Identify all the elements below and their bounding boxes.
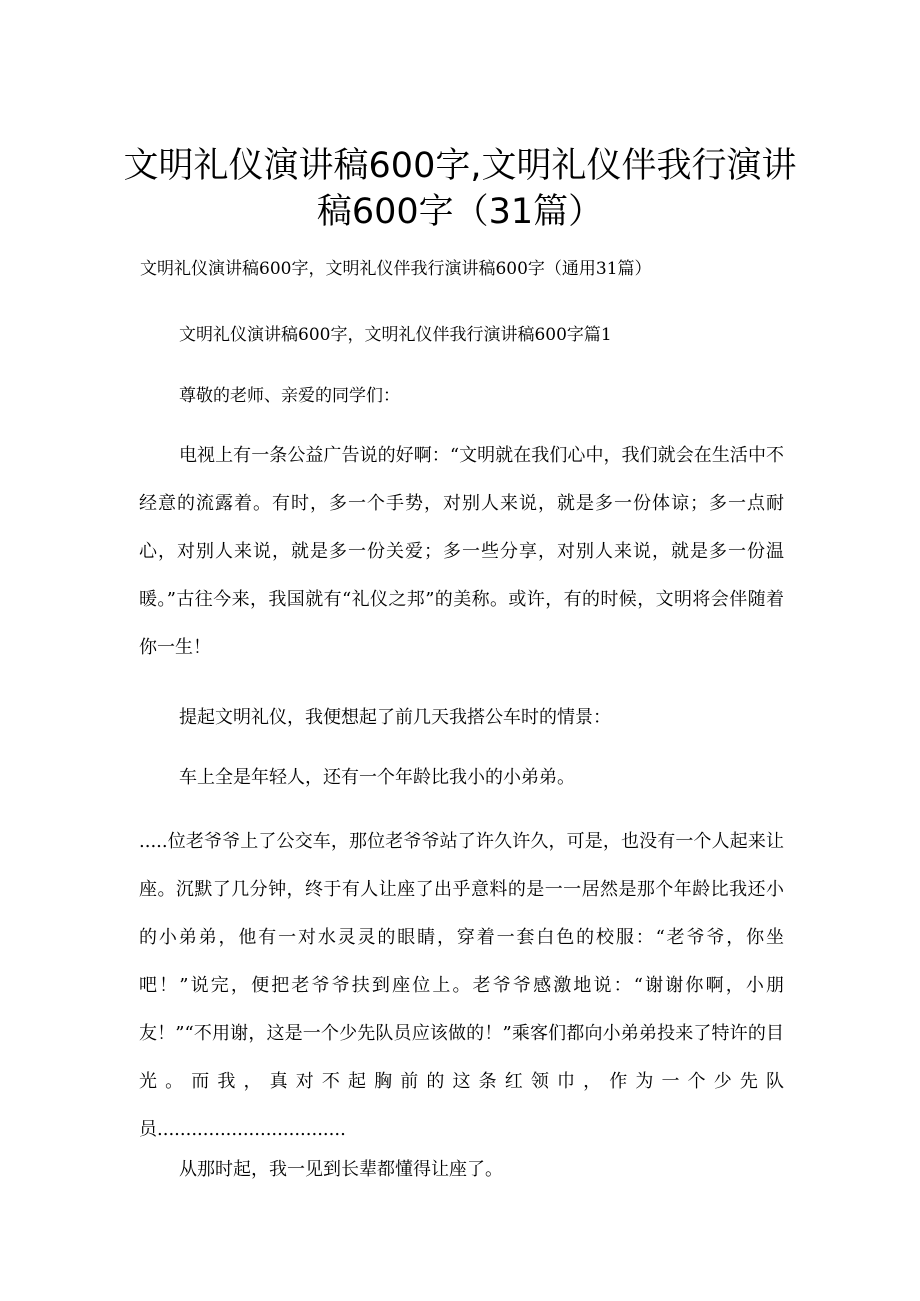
greeting: 尊敬的老师、亲爱的同学们： bbox=[179, 386, 400, 406]
paragraph: 电视上有一条公益广告说的好啊：“文明就在我们心中，我们就会在生活中不经意的流露着。有时，多一个手势，对别人来说，就是多一份体谅；多一点耐心，对别人来说，就是多一份关爱；多一些分享，对别人来说，就是多一份温暖。”古往今来，我国就有“礼仪之邦”的美称。或许，有的时候，文明将会伴随着你一生！ bbox=[139, 445, 784, 658]
paragraph: 从那时起，我一见到长辈都懂得让座了。 bbox=[179, 1159, 503, 1180]
paragraph: .....位老爷爷上了公交车，那位老爷爷站了许久许久，可是，也没有一个人起来让座。沉默了几分钟，终于有人让座了出乎意料的是一一居然是那个年龄比我还小的小弟弟，他有一对水灵灵的眼睛，穿着一套白色的校服：“老爷爷，你坐吧！”说完，便把老爷爷扶到座位上。老爷爷感激地说：“谢谢你啊，小朋友！”“不用谢，这是一个少先队员应该做的！”乘客们都向小弟弟投来了特许的目光。而我，真对不起胸前的这条红领巾，作为一个少先队员................................. bbox=[139, 831, 784, 1140]
paragraph: 提起文明礼仪，我便想起了前几天我搭公车时的情景： bbox=[179, 707, 611, 728]
document-subtitle: 文明礼仪演讲稿600字，文明礼仪伴我行演讲稿600字（通用31篇） bbox=[140, 259, 652, 279]
paragraph: 车上全是年轻人，还有一个年龄比我小的小弟弟。 bbox=[179, 767, 575, 788]
document-title: 文明礼仪演讲稿600字,文明礼仪伴我行演讲稿600字（31篇） bbox=[123, 146, 797, 232]
section-heading: 文明礼仪演讲稿600字，文明礼仪伴我行演讲稿600字篇1 bbox=[179, 325, 612, 345]
